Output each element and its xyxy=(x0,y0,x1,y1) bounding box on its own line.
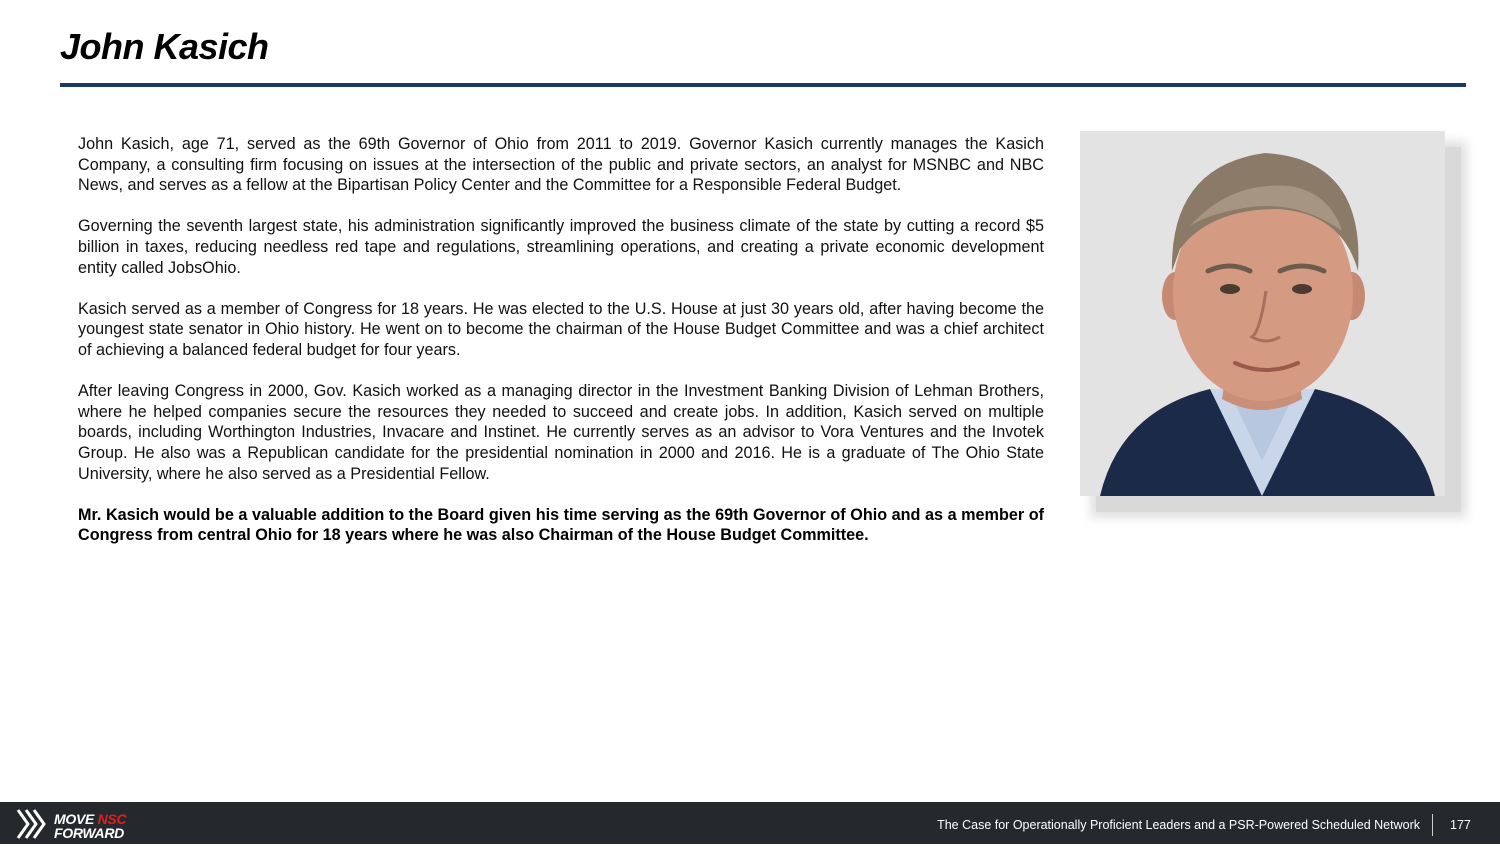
page-title: John Kasich xyxy=(60,26,269,67)
bio-paragraph: After leaving Congress in 2000, Gov. Kasich worked as a managing director in the Investment Banking Division of Lehman Brothers, where he helped companies secure the resources they needed to succeed and create jobs. In addition, Kasich served on multiple boards, including Worthington Industries, Invacare and Instinet. He currently serves as an advisor to Vora Ventures and the Invotek Group. He also was a Republican candidate for the presidential nomination in 2000 and 2016. He is a graduate of The Ohio State University, where he also served as a Presidential Fellow. xyxy=(78,382,1044,483)
bio-summary: Mr. Kasich would be a valuable addition to the Board given his time serving as the 69th Governor of Ohio and as a member of Congress from central Ohio for 18 years where he was also Chairman of the House Budget Committee. xyxy=(78,505,1044,545)
portrait-frame xyxy=(1080,131,1445,496)
bio-paragraph: John Kasich, age 71, served as the 69th Governor of Ohio from 2011 to 2019. Governor Kasich currently manages the Kasich Company, a consulting firm focusing on issues at the intersection of the public and private sectors, an analyst for MSNBC and NBC News, and serves as a fellow at the Bipartisan Policy Center and the Committee for a Responsible Federal Budget. xyxy=(78,135,1044,195)
logo-word-nsc: NSC xyxy=(97,811,127,827)
bio-paragraph: Kasich served as a member of Congress for 18 years. He was elected to the U.S. House at just 30 years old, after having become the youngest state senator in Ohio history. He went on to become the chairman of the House Budget Committee and was a chief architect of achieving a balanced federal budget for four years. xyxy=(78,299,1044,359)
portrait-illustration xyxy=(1080,131,1445,496)
logo-word-forward: FORWARD xyxy=(54,825,124,841)
footer-bar xyxy=(0,802,1500,844)
chevrons-icon xyxy=(16,806,52,842)
logo-word-move: MOVE xyxy=(54,811,98,827)
brand-logo xyxy=(16,806,156,842)
title-divider xyxy=(60,83,1466,87)
page-number: 177 xyxy=(1450,818,1471,832)
footer-divider xyxy=(1432,814,1433,836)
footer-caption: The Case for Operationally Proficient Leaders and a PSR-Powered Scheduled Network xyxy=(937,818,1420,832)
bio-text xyxy=(78,134,1044,566)
portrait-photo xyxy=(1080,131,1445,496)
logo-wordmark xyxy=(54,812,126,840)
bio-paragraph: Governing the seventh largest state, his administration significantly improved the business climate of the state by cutting a record $5 billion in taxes, reducing needless red tape and regulations, streamlining operations, and creating a private economic development entity called JobsOhio. xyxy=(78,217,1044,277)
